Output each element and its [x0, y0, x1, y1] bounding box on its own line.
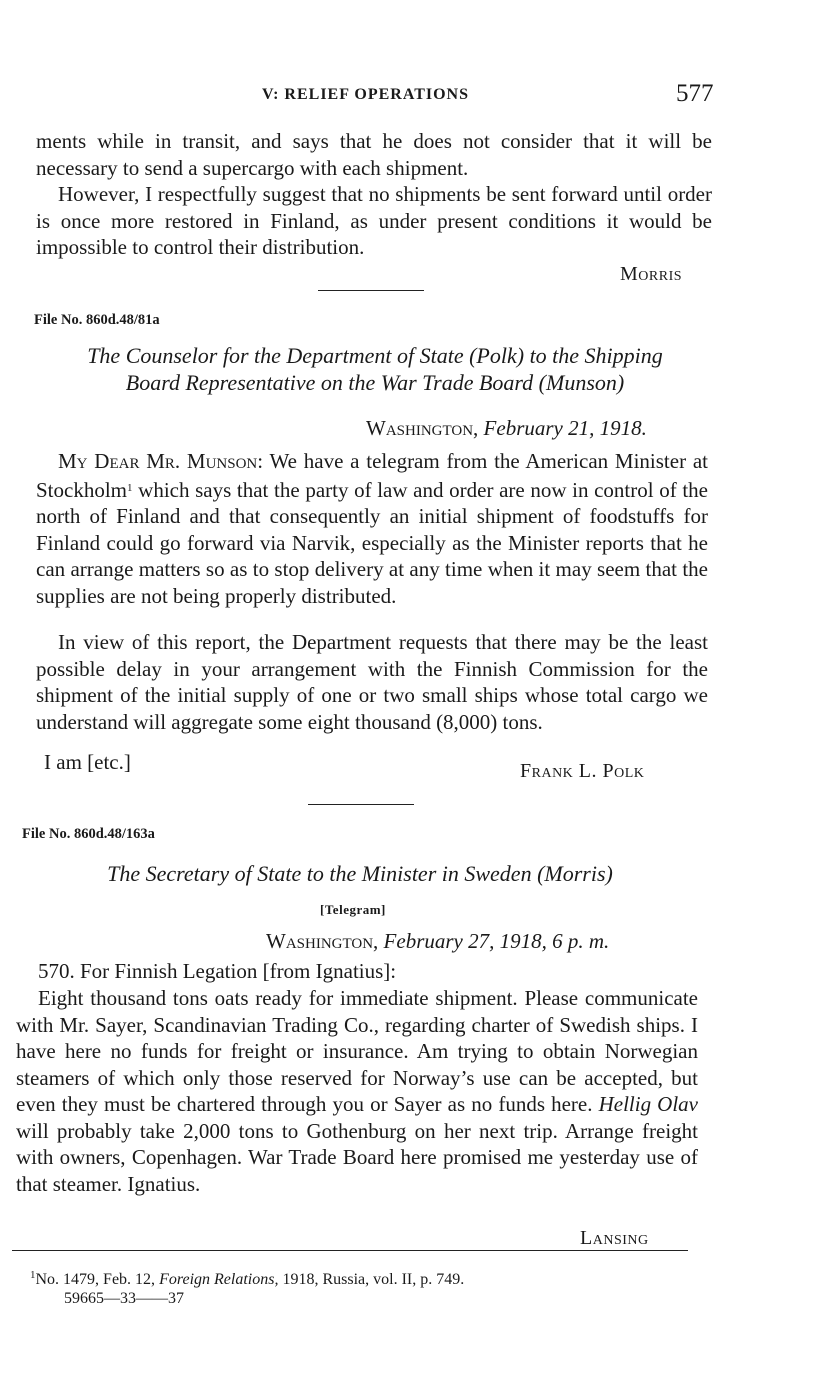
running-head: V: RELIEF OPERATIONS [262, 86, 469, 103]
title-line: Board Representative on the War Trade Board (Munson) [125, 370, 625, 395]
dateline [366, 416, 647, 441]
salutation: My Dear Mr. Munson: [58, 449, 264, 473]
dateline-date: February 27, 1918, 6 p. m. [383, 929, 610, 953]
dateline-place: Washington, [366, 416, 479, 440]
signature-morris: Morris [620, 263, 683, 285]
dateline-place: Washington, [266, 929, 379, 953]
letter-paragraph: In view of this report, the Department requests that there may be the least possible delay in your arrangement with the Finnish Commission for the shipment of the initial supply of one or two small ships whose total cargo we understand will aggregate some eight thousand (8,000) tons. [36, 630, 708, 734]
telegram-heading: 570. For Finnish Legation [from Ignatius]: [38, 959, 397, 983]
footnote-divider [12, 1250, 688, 1251]
dateline [266, 929, 609, 954]
suggestion-paragraph: However, I respectfully suggest that no shipments be sent forward until order is once more restored in Finland, as under present conditions it would be impossible to control their distribution. [36, 182, 712, 259]
section-divider [308, 804, 414, 805]
file-number: File No. 860d.48/81a [34, 312, 160, 328]
signature-polk: Frank L. Polk [520, 760, 645, 782]
document-title [30, 342, 720, 396]
telegram-tag: [Telegram] [320, 902, 386, 917]
telegram-text: Eight thousand tons oats ready for immediate shipment. Please communicate with Mr. Sayer, Scandinavian Trading Co., regarding charter of Swedish ships. I have here no funds for freight or insurance. Am trying to obtain Norwegian steamers of which only those reserved for Norway’s use can be accepted, but even they must be chartered through you or Sayer as no funds here. [16, 986, 698, 1116]
letter-text: We have a telegram from the American Minister at Stockholm [36, 449, 709, 502]
footnote-marker: 1 [30, 1269, 36, 1281]
page-number: 577 [676, 80, 714, 107]
telegram-paragraph [16, 985, 698, 1197]
ship-name: Hellig Olav [598, 1092, 699, 1116]
title-line: The Counselor for the Department of State (Polk) to the Shipping [87, 343, 663, 368]
footnote [30, 1264, 730, 1291]
footnote-citation: Foreign Relations, [159, 1271, 279, 1288]
print-code: 59665—33——37 [64, 1290, 184, 1307]
telegram-text: will probably take 2,000 tons to Gothenburg on her next trip. Arrange freight with owners, Copenhagen. War Trade Board here promised me yesterday use of that steamer. Ignatius. [16, 1118, 698, 1196]
dateline-date: February 21, 1918. [483, 416, 647, 440]
footnote-reference: 1 [127, 481, 133, 494]
letter-text: which says that the party of law and order are now in control of the north of Finland and that consequently an initial shipment of foodstuffs for Finland could go forward via Narvik, especially as the Minister reports that he can arrange matters so as to stop delivery at any time when it may seem that the supplies are not being properly distributed. [36, 477, 708, 608]
letter-paragraph [36, 448, 708, 609]
footnote-text: No. 1479, Feb. 12, [35, 1271, 156, 1288]
continuation-paragraph: ments while in transit, and says that he does not consider that it will be necessary to send a supercargo with each shipment. [36, 129, 712, 180]
file-number: File No. 860d.48/163a [22, 826, 155, 842]
section-divider [318, 290, 424, 291]
closing: I am [etc.] [44, 750, 131, 774]
footnote-text: 1918, Russia, vol. II, p. 749. [282, 1271, 465, 1288]
page-header [0, 82, 831, 116]
signature-lansing: Lansing [580, 1227, 649, 1249]
document-title: The Secretary of State to the Minister in Sweden (Morris) [107, 861, 613, 886]
